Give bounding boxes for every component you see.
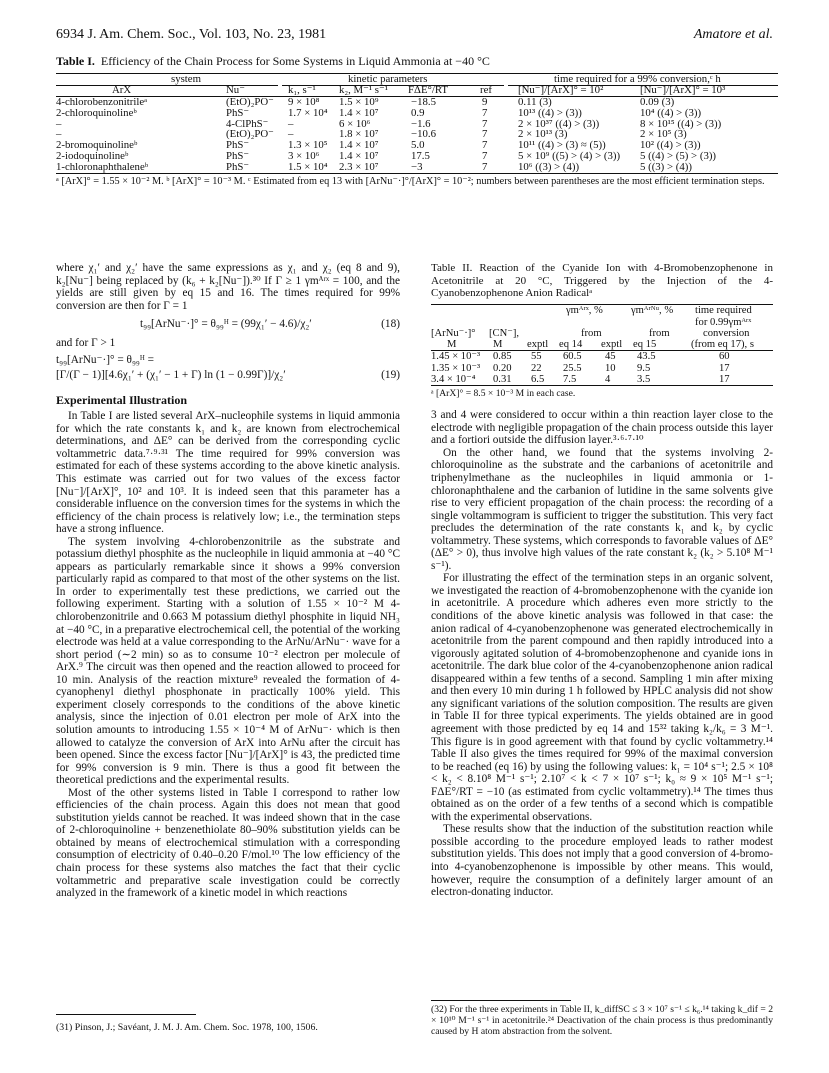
table-cell: 7 [482,117,488,130]
table-cell: 7 [482,128,488,141]
equation-18: t₉₉[ArNu⁻·]° = θ₉₉ᴴ = (99χ₁′ − 4.6)/χ₂′ (18) [140,318,400,331]
table-cell: 4-ClPhS⁻ [226,117,269,130]
table2-caption: Table II. Reaction of the Cyanide Ion with 4-Bromobenzophenone in Acetonitrile at 20 °C, Triggered by the Injection of the 4-Cyanobenzophenone Anion Radicalᵃ [431,262,773,299]
table-cell: 45 [605,351,616,363]
paragraph: and for Γ > 1 [56,337,116,350]
table-cell: 8 × 10¹⁵ ((4) > (3)) [640,117,722,130]
table-cell: 3.4 × 10⁻⁴ [431,373,476,385]
table-cell: 2 × 10³⁷ ((4) > (3)) [518,117,600,130]
table-cell: 1.5 × 10⁴ [288,161,328,174]
equation-19-line1: t₉₉[ArNu⁻·]° = θ₉₉ᴴ = [56,353,154,366]
table-cell: 1.4 × 10⁷ [339,139,379,152]
table-row [431,363,773,374]
table-cell: 7.5 [563,373,577,385]
table1-caption: Table I. Efficiency of the Chain Process for Some Systems in Liquid Ammonia at −40 °C [56,54,490,68]
table-cell: 3.5 [637,373,651,385]
table-cell: 7 [482,150,488,163]
table-cell: 60.5 [563,351,582,363]
authors: Amatore et al. [693,27,773,42]
table-cell: 10 [605,362,616,374]
table-cell: 10⁶ ((3) > (4)) [518,161,580,174]
table-cell: 0.09 (3) [640,95,675,108]
left-column [56,262,400,900]
table-cell: 17.5 [411,150,430,163]
footnote-rule [431,1000,571,1001]
table-cell: −18.5 [411,95,436,108]
table-cell: 1.35 × 10⁻³ [431,362,481,374]
table-cell: – [288,128,294,141]
table-cell: 2 × 10¹³ (3) [518,128,568,141]
table-cell: 10¹¹ ((4) > (3) ≈ (5)) [518,139,606,152]
table-cell: 1.7 × 10⁴ [288,106,328,119]
table-cell: 0.9 [411,106,425,119]
table-cell: 5 ((3) > (4)) [640,161,692,174]
table-cell: 2-iodoquinolineᵇ [56,150,129,163]
table1-footnote: ᵃ [ArX]° = 1.55 × 10⁻² M. ᵇ [ArX]° = 10⁻³ M. ᶜ Estimated from eq 13 with [ArNu⁻·]°/[ArX]° = 10⁻²; numbers between parentheses are the most efficient termination steps. [56,176,765,188]
table-cell: 10⁴ ((4) > (3)) [640,106,702,119]
table-cell: 2 × 10⁵ (3) [640,128,687,141]
table-cell: −10.6 [411,128,436,141]
paragraph: Most of the other systems listed in Table I correspond to rather low efficiencies of the chain process. Again this does not mean that good substitution yields cannot be reached. It was indeed shown that in the case of 2-chloroquinoline + benzenethiolate 80–90% substitution yields can be obtained by means of electrochemical stimulation with a corresponding consumption of electricity of 0.40–0.20 F/mol.¹⁰ The low efficiency of the chain process for these systems also matches the fact that their cyclic voltammetric and preparative scale investigation could be correctly analyzed in the framework of a kinetic model in which reactions [56,786,400,900]
footnote-rule [56,1014,196,1015]
table-cell: 1-chloronaphthaleneᵇ [56,161,149,174]
table-cell: 0.20 [493,362,512,374]
table-cell: 60 [719,351,730,363]
table-cell: 5.0 [411,139,425,152]
table-cell: (EtO)₂PO⁻ [226,128,274,141]
table-row [56,162,778,173]
table-cell: 7 [482,106,488,119]
table-cell: 1.8 × 10⁷ [339,128,379,141]
table-cell: 9.5 [637,362,651,374]
table-cell: 22 [531,362,542,374]
table-cell: (EtO)₂PO⁻ [226,95,274,108]
table-cell: 1.4 × 10⁷ [339,150,379,163]
table2: γmᴬʳˣ, % γmᴬʳᴺᵘ, % time required for 0.99γmᴬʳˣ [ArNu⁻·]° [CN⁻], from from conversion M M exptl eq 14 exptl eq 15 (from eq 17), s 1.45 × 10⁻³ 0.85 55 60.5 45 43.5 60 1.35 × 10⁻³ 0.20 22 25.5 10 9.5 17 3.4 × 10⁻⁴ 0.31 6.5 7.5 4 3.5 17 ᵃ [ArX]° = 8.5 × 10⁻³ M in each case. [431,304,773,400]
table-cell: 6 × 10⁶ [339,117,371,130]
table2-footnote: ᵃ [ArX]° = 8.5 × 10⁻³ M in each case. [431,388,576,400]
table-cell: 0.31 [493,373,512,385]
paragraph: In Table I are listed several ArX–nucleophile systems in liquid ammonia for which the rate constants k₁ and k₂ are known from electrochemical determinations, and ΔE° can be derived from the corresponding cyclic voltammetric data.⁷·⁹·³¹ The time required for 99% conversion was estimated for each of these systems according to the above kinetic analysis. This estimate was carried out for two values of the excess factor [Nu⁻]/[ArX]°, 10² and 10³. It is indeed seen that this parameter has a considerable influence on the conversion times for the systems in which the efficiency of the chain process is relatively low; i.e., the termination steps have a strong influence. [56,410,400,536]
table-cell: 5 × 10⁹ ((5) > (4) > (3)) [518,150,621,163]
table-row [56,108,778,119]
table-cell: 9 × 10⁸ [288,95,320,108]
paragraph: These results show that the induction of the substitution reaction while possible according to the procedure employed leads to rather modest substitution yields. This does not imply that a good conversion of 4-bromo- into 4-cyanobenzophenone is impossible by other means. This would, however, require the consumption of a definitely larger amount of an electron-donating inductor. [431,823,773,899]
table1-body [56,97,778,173]
table-cell: −1.6 [411,117,431,130]
table-row [431,374,773,385]
table-cell: 1.45 × 10⁻³ [431,351,481,363]
section-heading: Experimental Illustration [56,392,187,407]
table-cell: – [288,117,294,130]
table-cell: 7 [482,139,488,152]
equation-19-line2: [Γ/(Γ − 1)][4.6χ₁′ + (χ₁′ − 1 + Γ) ln (1 − 0.99Γ)]/χ₂′ (19) [56,368,400,381]
paragraph: On the other hand, we found that the systems involving 2-chloroquinoline as the substrate and the carbanions of acetonitrile and triphenylmethane as the nucleophiles in liquid ammonia or 1-chloronaphthalene and the carbanion of lutidine in the same solvents give rise to very efficient propagation of the chain process: the recording of a single voltammogram is sufficient to trigger the substitution. This very fact precludes the determination of the rate constants k₁ and k₂ by cyclic voltammetry. These systems, which corresponds to favorable values of ΔE° (ΔE° > 0), thus involve high values of the rate constant k₂ (k₂ > 5.10⁸ M⁻¹ s⁻¹). [431,446,773,572]
table1-col-header: ArX Nu⁻ k₁, s⁻¹ k₂, M⁻¹ s⁻¹ FΔE°/RT ref [Nu⁻]/[ArX]° = 10² [Nu⁻]/[ArX]° = 10³ [112,83,726,96]
table-cell: 2-chloroquinolineᵇ [56,106,137,119]
table-cell: 25.5 [563,362,582,374]
table-cell: 43.5 [637,351,656,363]
table-cell: 2.3 × 10⁷ [339,161,379,174]
paragraph: where χ₁′ and χ₂′ have the same expressions as χ₁ and χ₂ (eq 8 and 9), k₂[Nu⁻] being replaced by (k₆ + k₂[Nu⁻]).³⁰ If Γ ≥ 1 γmᴬʳˣ = 100, and the yields are still given by eq 15 and 16. The times required for 99% conversion are then for Γ = 1 [56,262,400,312]
table-cell: 1.4 × 10⁷ [339,106,379,119]
footnote-32: (32) For the three experiments in Table II, k_diffSC ≤ 3 × 10⁷ s⁻¹ ≤ k₆.¹⁴ taking k_dif = 2 × 10¹⁰ M⁻¹ s⁻¹ in acetonitrile.²⁴ Deactivation of the chain process is thus predominantly caused by H atom abstraction from the solvent. [431,1004,773,1037]
table-cell: −3 [411,161,423,174]
table1-group-header: system kinetic parameters time required for a 99% conversion,ᶜ h [171,73,721,85]
table-cell: PhS⁻ [226,106,250,119]
footnote-31: (31) Pinson, J.; Savéant, J. M. J. Am. Chem. Soc. 1978, 100, 1506. [56,1022,318,1033]
paragraph: 3 and 4 were considered to occur within a thin reaction layer close to the electrode with negligible propagation of the chain process outside this layer and a fortiori outside the diffusion layer.³·⁶·⁷·¹⁰ [431,409,773,447]
table-cell: 55 [531,351,542,363]
table-cell: 10² ((4) > (3)) [640,139,701,152]
table-cell: 4-chlorobenzonitrileᵃ [56,95,148,108]
table-row [431,351,773,362]
table-cell: 4 [605,373,611,385]
table-cell: 9 [482,95,488,108]
paragraph: For illustrating the effect of the termination steps in an organic solvent, we investigated the reaction of 4-bromobenzophenone with the cyanide ion in acetonitrile. A procedure which adheres even more strictly to the conditions of the above kinetic analysis was followed in that case: the anion radical of 4-cyanobenzophenone was generated electrochemically in acetonitrile from the parent compound and then rapidly introduced into a vigorously agitated solution of 4-bromobenzophenone and cyanide ions in acetonitrile. The dark blue color of the 4-cyanobenzophenone anion radical disappeared within a few tenths of a second. Sampling 1 min after mixing and then every 10 min during 1 h followed by HPLC analysis did not show any significant variations of the solution composition. The results are given in Table II for three typical experiments. The yields obtained are in good agreement with those predicted by eq 14 and 15³² taking k₂/k₆ = 3 M⁻¹. This figure is in good agreement with that found by cyclic voltammetry.¹⁴ Table II also gives the times required for 99% of the maximal conversion to be reached (eq 16) by using the following values: k₁ = 10⁴ s⁻¹; 2.5 × 10⁸ < k₂ < 8.10⁸ M⁻¹ s⁻¹; 2.10⁷ < k < 7 × 10⁷ s⁻¹; k₀ ≈ 9 × 10⁵ M⁻¹ s⁻¹; FΔE°/RT = −10 (as estimated from cyclic voltammetry).¹⁴ The times thus obtained as on the order of a few tenths of a second which is compatible with the experimental observations. [431,572,773,823]
table-cell: 0.85 [493,351,512,363]
table1 [56,70,778,187]
table-cell: 7 [482,161,488,174]
table-cell: PhS⁻ [226,150,250,163]
table-cell: 1.5 × 10⁹ [339,95,379,108]
table-cell: – [56,128,62,141]
table-cell: 3 × 10⁶ [288,150,320,163]
table-cell: – [56,117,62,130]
table-cell: 2-bromoquinolineᵇ [56,139,138,152]
table2-body [431,351,773,385]
table-cell: PhS⁻ [226,161,250,174]
journal-citation: 6934 J. Am. Chem. Soc., Vol. 103, No. 23, 1981 [56,27,327,42]
table-cell: 17 [719,373,730,385]
right-column [431,262,773,899]
table-cell: 1.3 × 10⁵ [288,139,328,152]
table-cell: 6.5 [531,373,545,385]
table-cell: 5 ((4) > (5) > (3)) [640,150,717,163]
table-cell: 10¹³ ((4) > (3)) [518,106,582,119]
table-cell: 17 [719,362,730,374]
table-cell: 0.11 (3) [518,95,552,108]
table-cell: PhS⁻ [226,139,250,152]
paragraph: The system involving 4-chlorobenzonitrile as the substrate and potassium diethyl phosphite as the nucleophile in liquid ammonia at −40 °C appears as particularly remarkable since it shows a 99% conversion particularly rapid as compared to that most of the other systems on the list. In order to experimentally test these predictions, we carried out the following experiment. Starting with a solution of 1.55 × 10⁻² M 4-chlorobenzonitrile and 0.663 M potassium diethyl phosphite in liquid NH₃ at −40 °C, in a preparative electrochemical cell, the potential of the working electrode was held at a value corresponding to the ArNu/ArNu⁻· wave for a short period (∼2 min) so as to consume 10⁻² electron per molecule of ArX.⁹ The circuit was then opened and the reaction allowed to proceed for 10 min. Analysis of the reaction mixture⁹ revealed the formation of 4-cyanophenyl diethyl phosphonate in practically 100% yield. This experiment closely corresponds to the conditions of the above kinetic analysis, since the injection of 0.01 electron per mole of ArX into the solution amounts to introducing 1.55 × 10⁻⁴ M of ArNu⁻· which is then allowed to catalyze the conversion of ArX into ArNu after the circuit has been opened. Since the excess factor [Nu⁻]/[ArX]° is 43, the predicted time for 99% conversion is 9 min. There is thus a good fit between the theoretical predictions and the experimental results. [56,535,401,787]
running-header [56,27,773,45]
